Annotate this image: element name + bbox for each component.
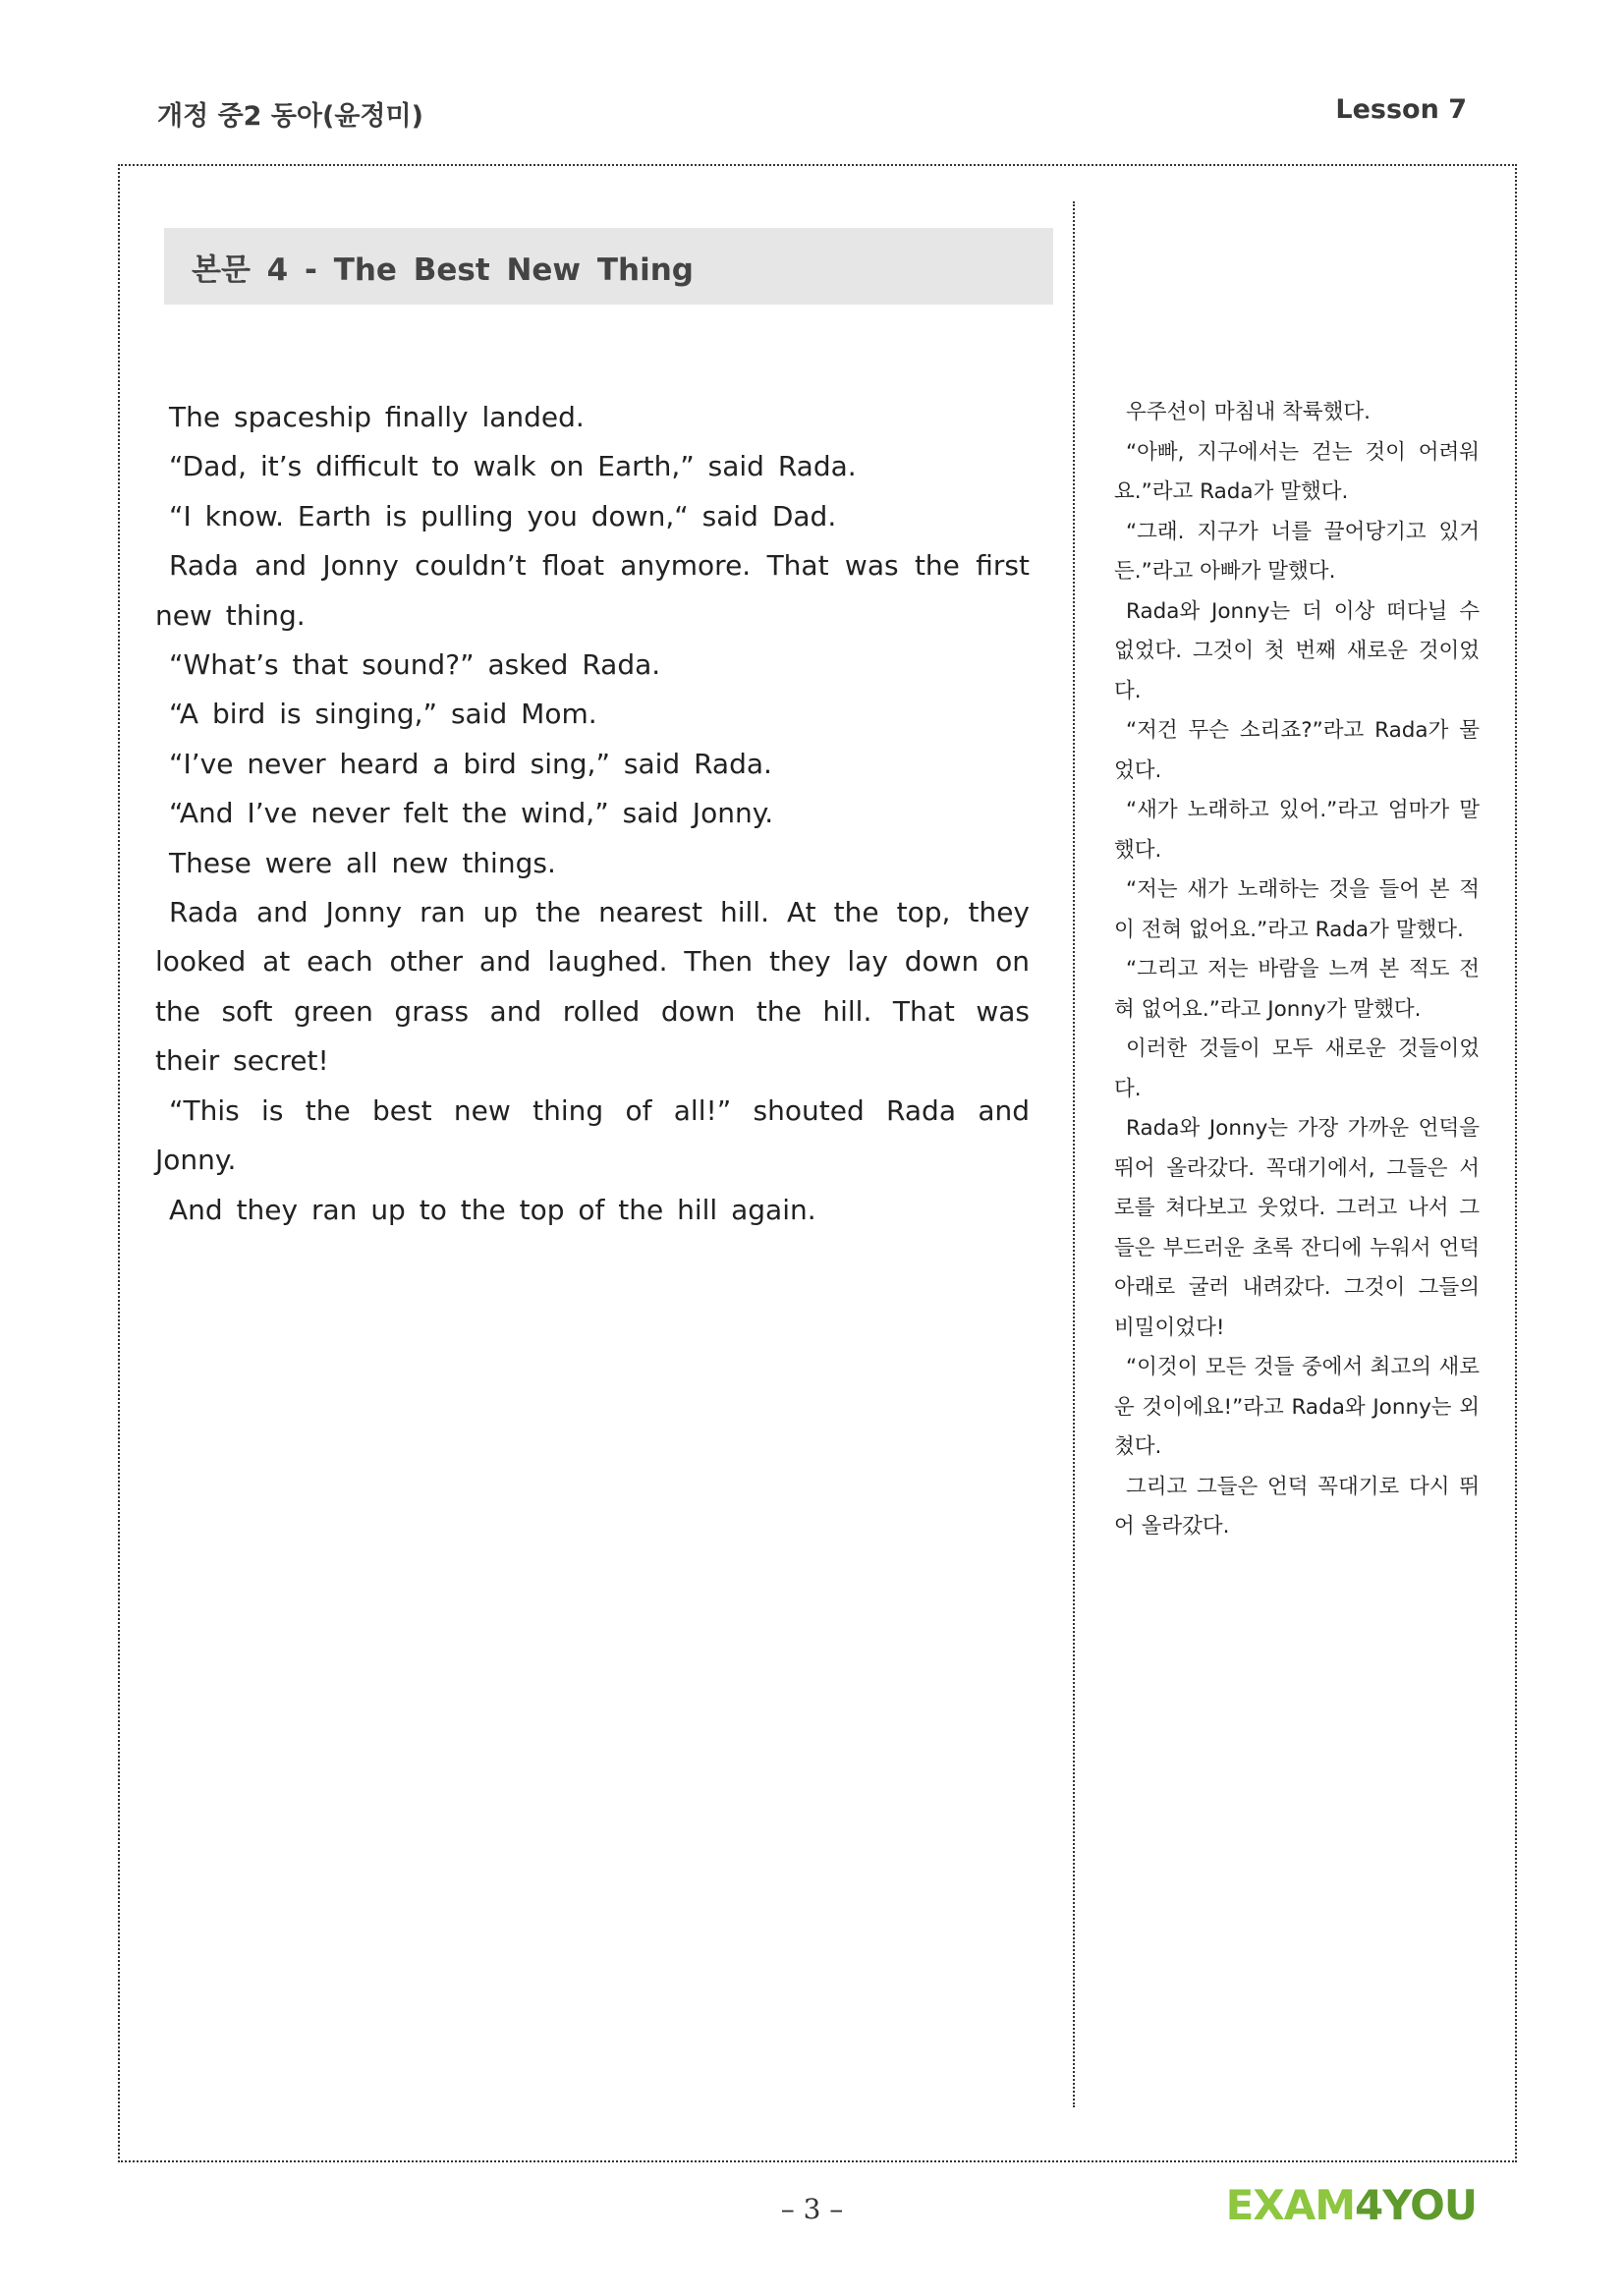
- korean-paragraph: “저는 새가 노래하는 것을 들어 본 적이 전혀 없어요.”라고 Rada가 말했다.: [1114, 877, 1480, 942]
- english-passage: [155, 393, 1030, 1235]
- korean-paragraph: “저건 무슨 소리죠?”라고 Rada가 물었다.: [1114, 718, 1480, 783]
- korean-paragraph: “새가 노래하고 있어.”라고 엄마가 말했다.: [1114, 798, 1480, 863]
- korean-paragraph: Rada와 Jonny는 더 이상 떠다닐 수 없었다. 그것이 첫 번째 새로운 것이었다.: [1114, 598, 1480, 703]
- korean-paragraph: 이러한 것들이 모두 새로운 것들이었다.: [1114, 1036, 1480, 1101]
- logo-text-4you: 4YOU: [1355, 2181, 1477, 2229]
- english-paragraph: “Dad, it’s difficult to walk on Earth,” said Rada.: [169, 450, 857, 483]
- page-number: – 3 –: [780, 2193, 844, 2225]
- english-paragraph: Rada and Jonny couldn’t float anymore. That was the first new thing.: [155, 549, 1030, 632]
- korean-paragraph: Rada와 Jonny는 가장 가까운 언덕을 뛰어 올라갔다. 꼭대기에서, 그들은 서로를 쳐다보고 웃었다. 그러고 나서 그들은 부드러운 초록 잔디에 누워서 언덕 아래로 굴러 내려갔다. 그것이 그들의 비밀이었다!: [1114, 1116, 1480, 1340]
- lesson-label: Lesson 7: [1335, 94, 1467, 125]
- english-paragraph: And they ran up to the top of the hill again.: [169, 1193, 816, 1226]
- korean-paragraph: “그리고 저는 바람을 느껴 본 적도 전혀 없어요.”라고 Jonny가 말했다.: [1114, 957, 1480, 1022]
- english-paragraph: “I’ve never heard a bird sing,” said Rada.: [169, 747, 772, 780]
- korean-paragraph: 그리고 그들은 언덕 꼭대기로 다시 뛰어 올라갔다.: [1114, 1474, 1480, 1539]
- english-paragraph: “I know. Earth is pulling you down,“ said Dad.: [169, 499, 837, 532]
- exam4you-logo: [1226, 2181, 1477, 2229]
- header-title: 개정 중2 동아(윤정미): [157, 101, 423, 132]
- english-paragraph: “This is the best new thing of all!” shouted Rada and Jonny.: [155, 1093, 1030, 1177]
- section-title-box: [164, 228, 1053, 305]
- english-paragraph: “What’s that sound?” asked Rada.: [169, 648, 661, 682]
- english-paragraph: These were all new things.: [169, 846, 556, 879]
- english-paragraph: “A bird is singing,” said Mom.: [169, 698, 597, 731]
- section-title: 본문 4 - The Best New Thing: [192, 252, 694, 288]
- korean-translation: [1114, 393, 1480, 1547]
- logo-text-exam: EXAM: [1225, 2181, 1356, 2229]
- korean-paragraph: “이것이 모든 것들 중에서 최고의 새로운 것이에요!”라고 Rada와 Jonny는 외쳤다.: [1114, 1355, 1480, 1459]
- korean-paragraph: “그래. 지구가 너를 끌어당기고 있거든.”라고 아빠가 말했다.: [1114, 519, 1480, 584]
- english-paragraph: “And I’ve never felt the wind,” said Jonny.: [169, 797, 774, 830]
- korean-paragraph: 우주선이 마침내 착륙했다.: [1126, 400, 1371, 424]
- korean-paragraph: “아빠, 지구에서는 걷는 것이 어려워요.”라고 Rada가 말했다.: [1114, 439, 1480, 504]
- english-paragraph: The spaceship finally landed.: [169, 401, 585, 433]
- english-paragraph: Rada and Jonny ran up the nearest hill. At the top, they looked at each other and laughed. Then they lay down on the soft green grass and rolled down the hill. That was their secret!: [155, 896, 1030, 1078]
- column-divider: [1073, 201, 1075, 2107]
